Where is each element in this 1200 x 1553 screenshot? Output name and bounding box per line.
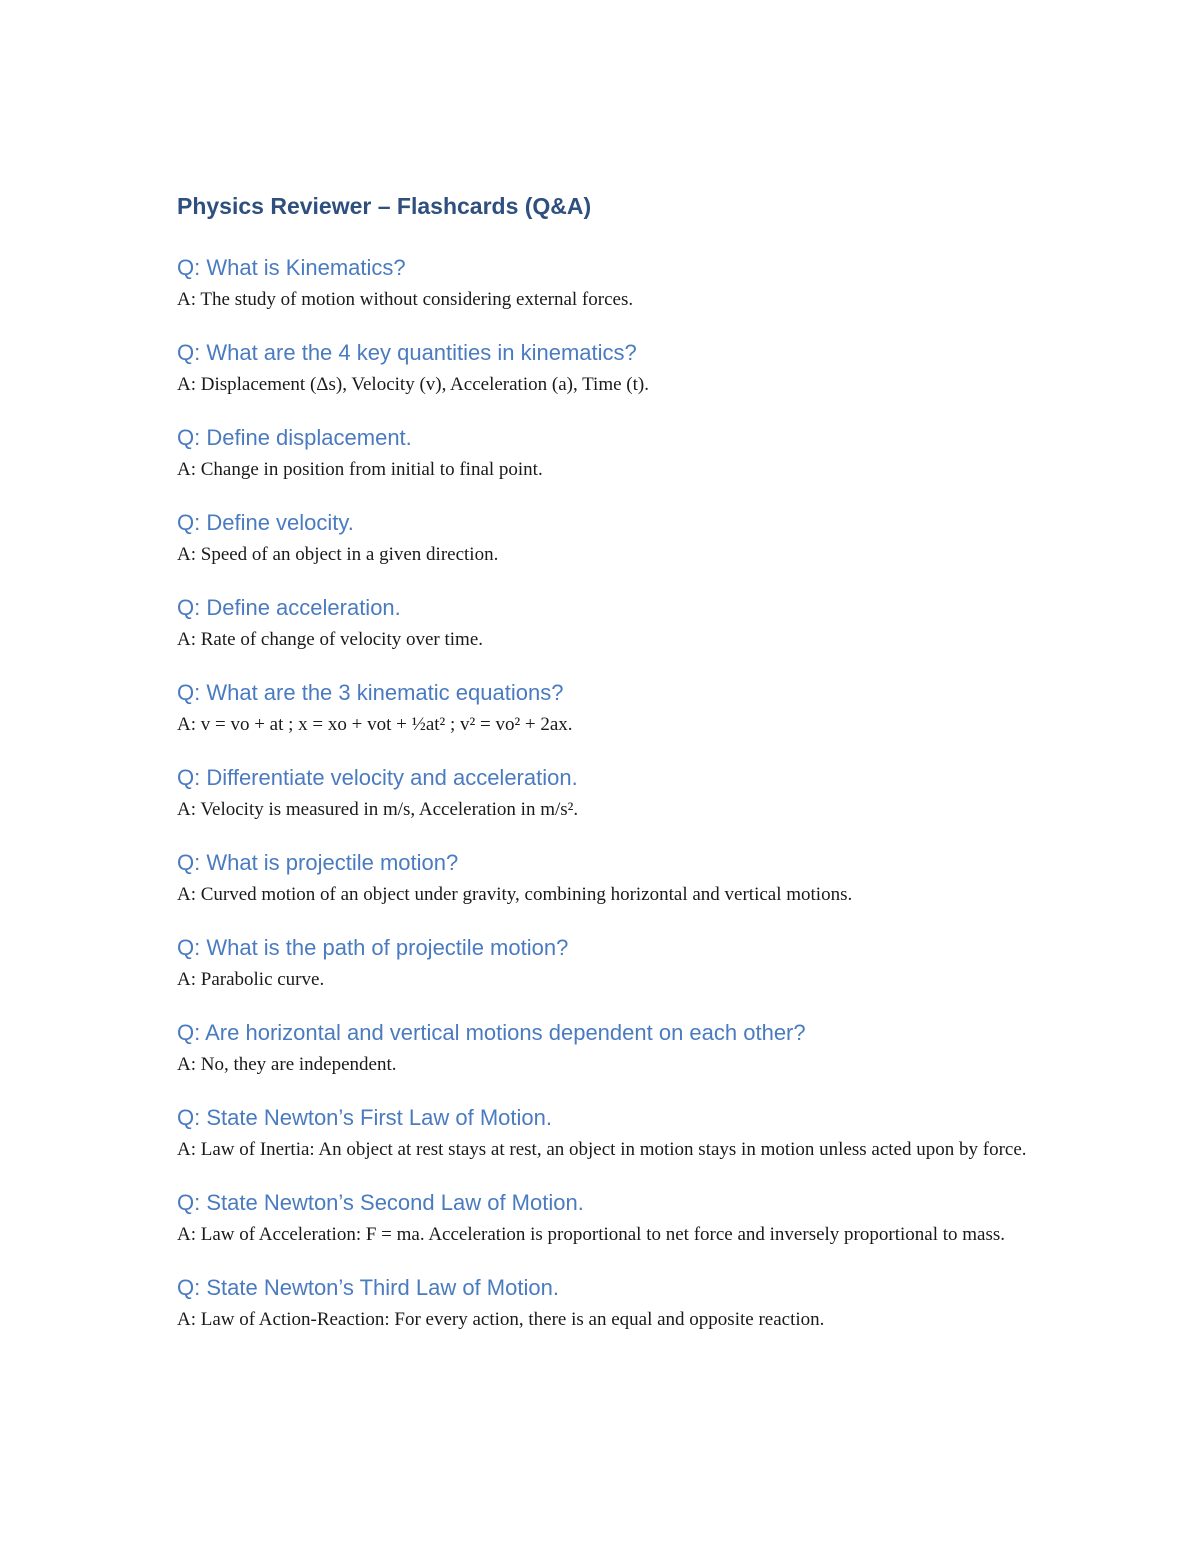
flashcard-answer: A: v = vo + at ; x = xo + vot + ½at² ; v² = vo² + 2ax. [177, 714, 573, 735]
flashcard-question: Q: Define acceleration. [177, 595, 401, 620]
flashcard-question: Q: Define velocity. [177, 510, 354, 535]
flashcard-answer: A: Parabolic curve. [177, 969, 325, 990]
flashcard-question: Q: Are horizontal and vertical motions dependent on each other? [177, 1020, 806, 1045]
flashcard-question: Q: State Newton’s Third Law of Motion. [177, 1275, 559, 1300]
flashcard-answer: A: Change in position from initial to final point. [177, 459, 543, 480]
document-page [177, 188, 1037, 1357]
document-title: Physics Reviewer – Flashcards (Q&A) [177, 193, 592, 219]
flashcard-question: Q: State Newton’s First Law of Motion. [177, 1105, 552, 1130]
flashcard [177, 252, 1037, 314]
flashcard-question: Q: What are the 4 key quantities in kinematics? [177, 340, 637, 365]
flashcard-question: Q: State Newton’s Second Law of Motion. [177, 1190, 584, 1215]
flashcard-answer: A: Law of Acceleration: F = ma. Acceleration is proportional to net force and inversely proportional to mass. [177, 1224, 1006, 1245]
flashcard [177, 762, 1037, 824]
flashcard [177, 592, 1037, 654]
flashcard-answer: A: Displacement (Δs), Velocity (v), Acceleration (a), Time (t). [177, 374, 649, 395]
flashcard [177, 932, 1037, 994]
flashcard-answer: A: Velocity is measured in m/s, Acceleration in m/s². [177, 799, 579, 820]
flashcard-answer: A: Law of Action-Reaction: For every action, there is an equal and opposite reaction. [177, 1309, 825, 1330]
flashcard [177, 337, 1037, 399]
flashcard-question: Q: What is the path of projectile motion? [177, 935, 569, 960]
flashcard [177, 677, 1037, 739]
flashcard-question: Q: Differentiate velocity and acceleration. [177, 765, 578, 790]
flashcard-answer: A: The study of motion without considering external forces. [177, 289, 634, 310]
flashcard [177, 1102, 1037, 1164]
flashcard-question: Q: What are the 3 kinematic equations? [177, 680, 564, 705]
flashcard [177, 1017, 1037, 1079]
flashcard [177, 422, 1037, 484]
flashcard [177, 1272, 1037, 1334]
flashcard [177, 507, 1037, 569]
flashcard-question: Q: What is Kinematics? [177, 255, 406, 280]
flashcard-answer: A: No, they are independent. [177, 1054, 397, 1075]
flashcard-question: Q: Define displacement. [177, 425, 412, 450]
flashcard-answer: A: Curved motion of an object under gravity, combining horizontal and vertical motions. [177, 884, 853, 905]
flashcard-answer: A: Rate of change of velocity over time. [177, 629, 484, 650]
flashcard-answer: A: Law of Inertia: An object at rest stays at rest, an object in motion stays in motion unless acted upon by force. [177, 1139, 1027, 1160]
flashcard [177, 1187, 1037, 1249]
flashcard-question: Q: What is projectile motion? [177, 850, 459, 875]
flashcard-answer: A: Speed of an object in a given direction. [177, 544, 499, 565]
flashcard [177, 847, 1037, 909]
